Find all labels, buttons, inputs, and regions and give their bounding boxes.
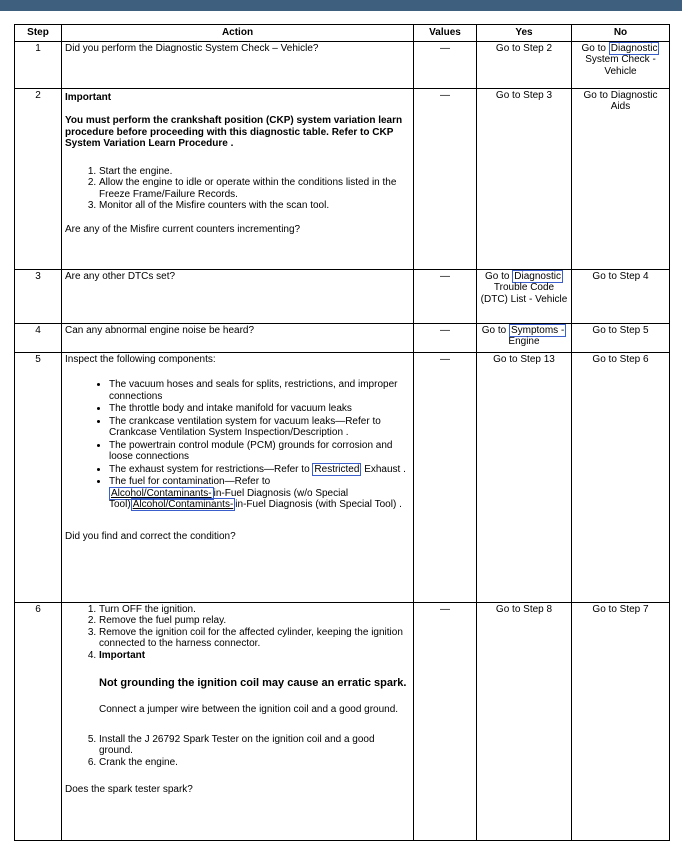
header-action: Action	[62, 25, 414, 42]
value-cell	[414, 602, 477, 840]
action-cell	[62, 323, 414, 352]
list-item	[109, 464, 410, 476]
action-cell	[62, 352, 414, 602]
step-number: 6	[15, 602, 62, 840]
no-cell: Go to Step 4	[572, 269, 670, 323]
table-row	[15, 323, 670, 352]
yes-cell	[477, 323, 572, 352]
action-cell	[62, 269, 414, 323]
value-cell	[414, 269, 477, 323]
symptoms-engine-link[interactable]: Symptoms -	[510, 324, 565, 336]
yes-cell: Go to Step 13	[477, 352, 572, 602]
window-title-bar	[0, 0, 682, 11]
yes-cell: Go to Step 8	[477, 602, 572, 840]
table-row	[15, 88, 670, 269]
value-dash: —	[440, 42, 450, 54]
value-dash: —	[440, 89, 450, 101]
yes-suffix: Engine	[508, 336, 540, 347]
action-cell	[62, 88, 414, 269]
no-prefix: Go to	[581, 42, 609, 54]
step-number: 3	[15, 269, 62, 323]
value-dash: —	[440, 270, 450, 282]
list-item-text: in-Fuel Diagnosis (with Special Tool) .	[235, 499, 402, 510]
procedure-text: Connect a jumper wire between the ignition coil and a good ground.	[99, 704, 399, 715]
important-note: You must perform the crankshaft position (CKP) system variation learn procedure before proceeding with this diagnostic table. Refer to CKP System Variation Learn Procedure .	[65, 115, 403, 149]
table-row	[15, 602, 670, 840]
action-cell	[62, 41, 414, 88]
procedure-step: 6. Crank the engine.	[99, 757, 410, 769]
action-question: Did you perform the Diagnostic System Check – Vehicle?	[65, 42, 319, 54]
value-dash: —	[440, 603, 450, 615]
important-heading: Important	[65, 91, 112, 103]
list-item	[109, 476, 410, 511]
no-cell: Go to Step 6	[572, 352, 670, 602]
action-question: Are any of the Misfire current counters incrementing?	[65, 223, 301, 235]
alcohol-contaminants-link-2[interactable]: Alcohol/Contaminants-	[132, 499, 234, 510]
yes-prefix: Go to	[481, 324, 509, 336]
table-row	[15, 352, 670, 602]
header-no: No	[572, 25, 670, 42]
action-question: Are any other DTCs set?	[65, 270, 176, 282]
no-cell	[572, 41, 670, 88]
no-suffix: System Check - Vehicle	[585, 54, 656, 77]
procedure-step: 5. Install the J 26792 Spark Tester on the ignition coil and a good ground.	[99, 734, 410, 757]
alcohol-contaminants-link-1[interactable]: Alcohol/Contaminants-	[111, 487, 212, 499]
header-values: Values	[414, 25, 477, 42]
step-number: 5	[15, 352, 62, 602]
value-cell	[414, 352, 477, 602]
procedure-step: 2. Remove the fuel pump relay.	[99, 615, 410, 627]
diagnostic-trouble-code-link[interactable]: Diagnostic	[514, 270, 561, 282]
diagnostic-table	[14, 24, 670, 841]
procedure-step: 3. Remove the ignition coil for the affected cylinder, keeping the ignition connected to the harness connector.	[99, 627, 410, 650]
restricted-exhaust-link[interactable]: Restricted	[314, 463, 360, 475]
step-number: 2	[15, 88, 62, 269]
yes-cell	[477, 269, 572, 323]
no-cell: Go to Diagnostic Aids	[572, 88, 670, 269]
list-item: • The powertrain control module (PCM) grounds for corrosion and loose connections	[109, 440, 410, 463]
procedure-step: 1. Turn OFF the ignition.	[99, 604, 410, 616]
procedure-step: 2. Allow the engine to idle or operate within the conditions listed in the Freeze Frame/Failure Records.	[99, 177, 410, 200]
list-item-text: Exhaust .	[361, 463, 406, 475]
procedure-steps	[65, 604, 410, 769]
action-intro: Inspect the following components:	[65, 353, 216, 365]
important-heading: 4. Important	[99, 649, 146, 661]
action-question: Can any abnormal engine noise be heard?	[65, 324, 255, 336]
inspection-list	[65, 379, 410, 511]
yes-suffix: Trouble Code (DTC) List - Vehicle	[480, 282, 568, 305]
yes-cell: Go to Step 2	[477, 41, 572, 88]
list-item-text: in-Fuel Diagnosis (w/o Special Tool)	[109, 487, 349, 510]
action-question: Did you find and correct the condition?	[65, 530, 236, 542]
value-cell	[414, 88, 477, 269]
diagnostic-document	[14, 24, 669, 841]
important-warning: Not grounding the ignition coil may cause an erratic spark.	[99, 677, 407, 689]
list-item: • The vacuum hoses and seals for splits, restrictions, and improper connections	[109, 379, 410, 402]
yes-cell: Go to Step 3	[477, 88, 572, 269]
procedure-step: 3. Monitor all of the Misfire counters with the scan tool.	[99, 200, 410, 212]
action-question: Does the spark tester spark?	[65, 784, 193, 795]
table-header-row	[15, 25, 670, 42]
header-step: Step	[15, 25, 62, 42]
procedure-step: 1. Start the engine.	[99, 166, 410, 178]
procedure-step	[99, 650, 410, 716]
value-cell	[414, 323, 477, 352]
value-dash: —	[440, 353, 450, 365]
list-item-text: The exhaust system for restrictions—Refer to	[109, 463, 313, 475]
list-item: • The crankcase ventilation system for vacuum leaks—Refer to Crankcase Ventilation System Inspection/Description .	[109, 416, 410, 439]
action-cell	[62, 602, 414, 840]
step-number: 4	[15, 323, 62, 352]
yes-prefix: Go to	[485, 270, 513, 282]
diagnostic-system-check-link[interactable]: Diagnostic	[610, 42, 658, 54]
value-dash: —	[440, 324, 450, 336]
table-row	[15, 269, 670, 323]
step-number: 1	[15, 41, 62, 88]
header-yes: Yes	[477, 25, 572, 42]
no-cell: Go to Step 5	[572, 323, 670, 352]
list-item-text: The fuel for contamination—Refer to	[109, 476, 271, 487]
no-cell: Go to Step 7	[572, 602, 670, 840]
table-row	[15, 41, 670, 88]
procedure-steps	[65, 166, 410, 212]
value-cell	[414, 41, 477, 88]
list-item: • The throttle body and intake manifold for vacuum leaks	[109, 403, 410, 415]
